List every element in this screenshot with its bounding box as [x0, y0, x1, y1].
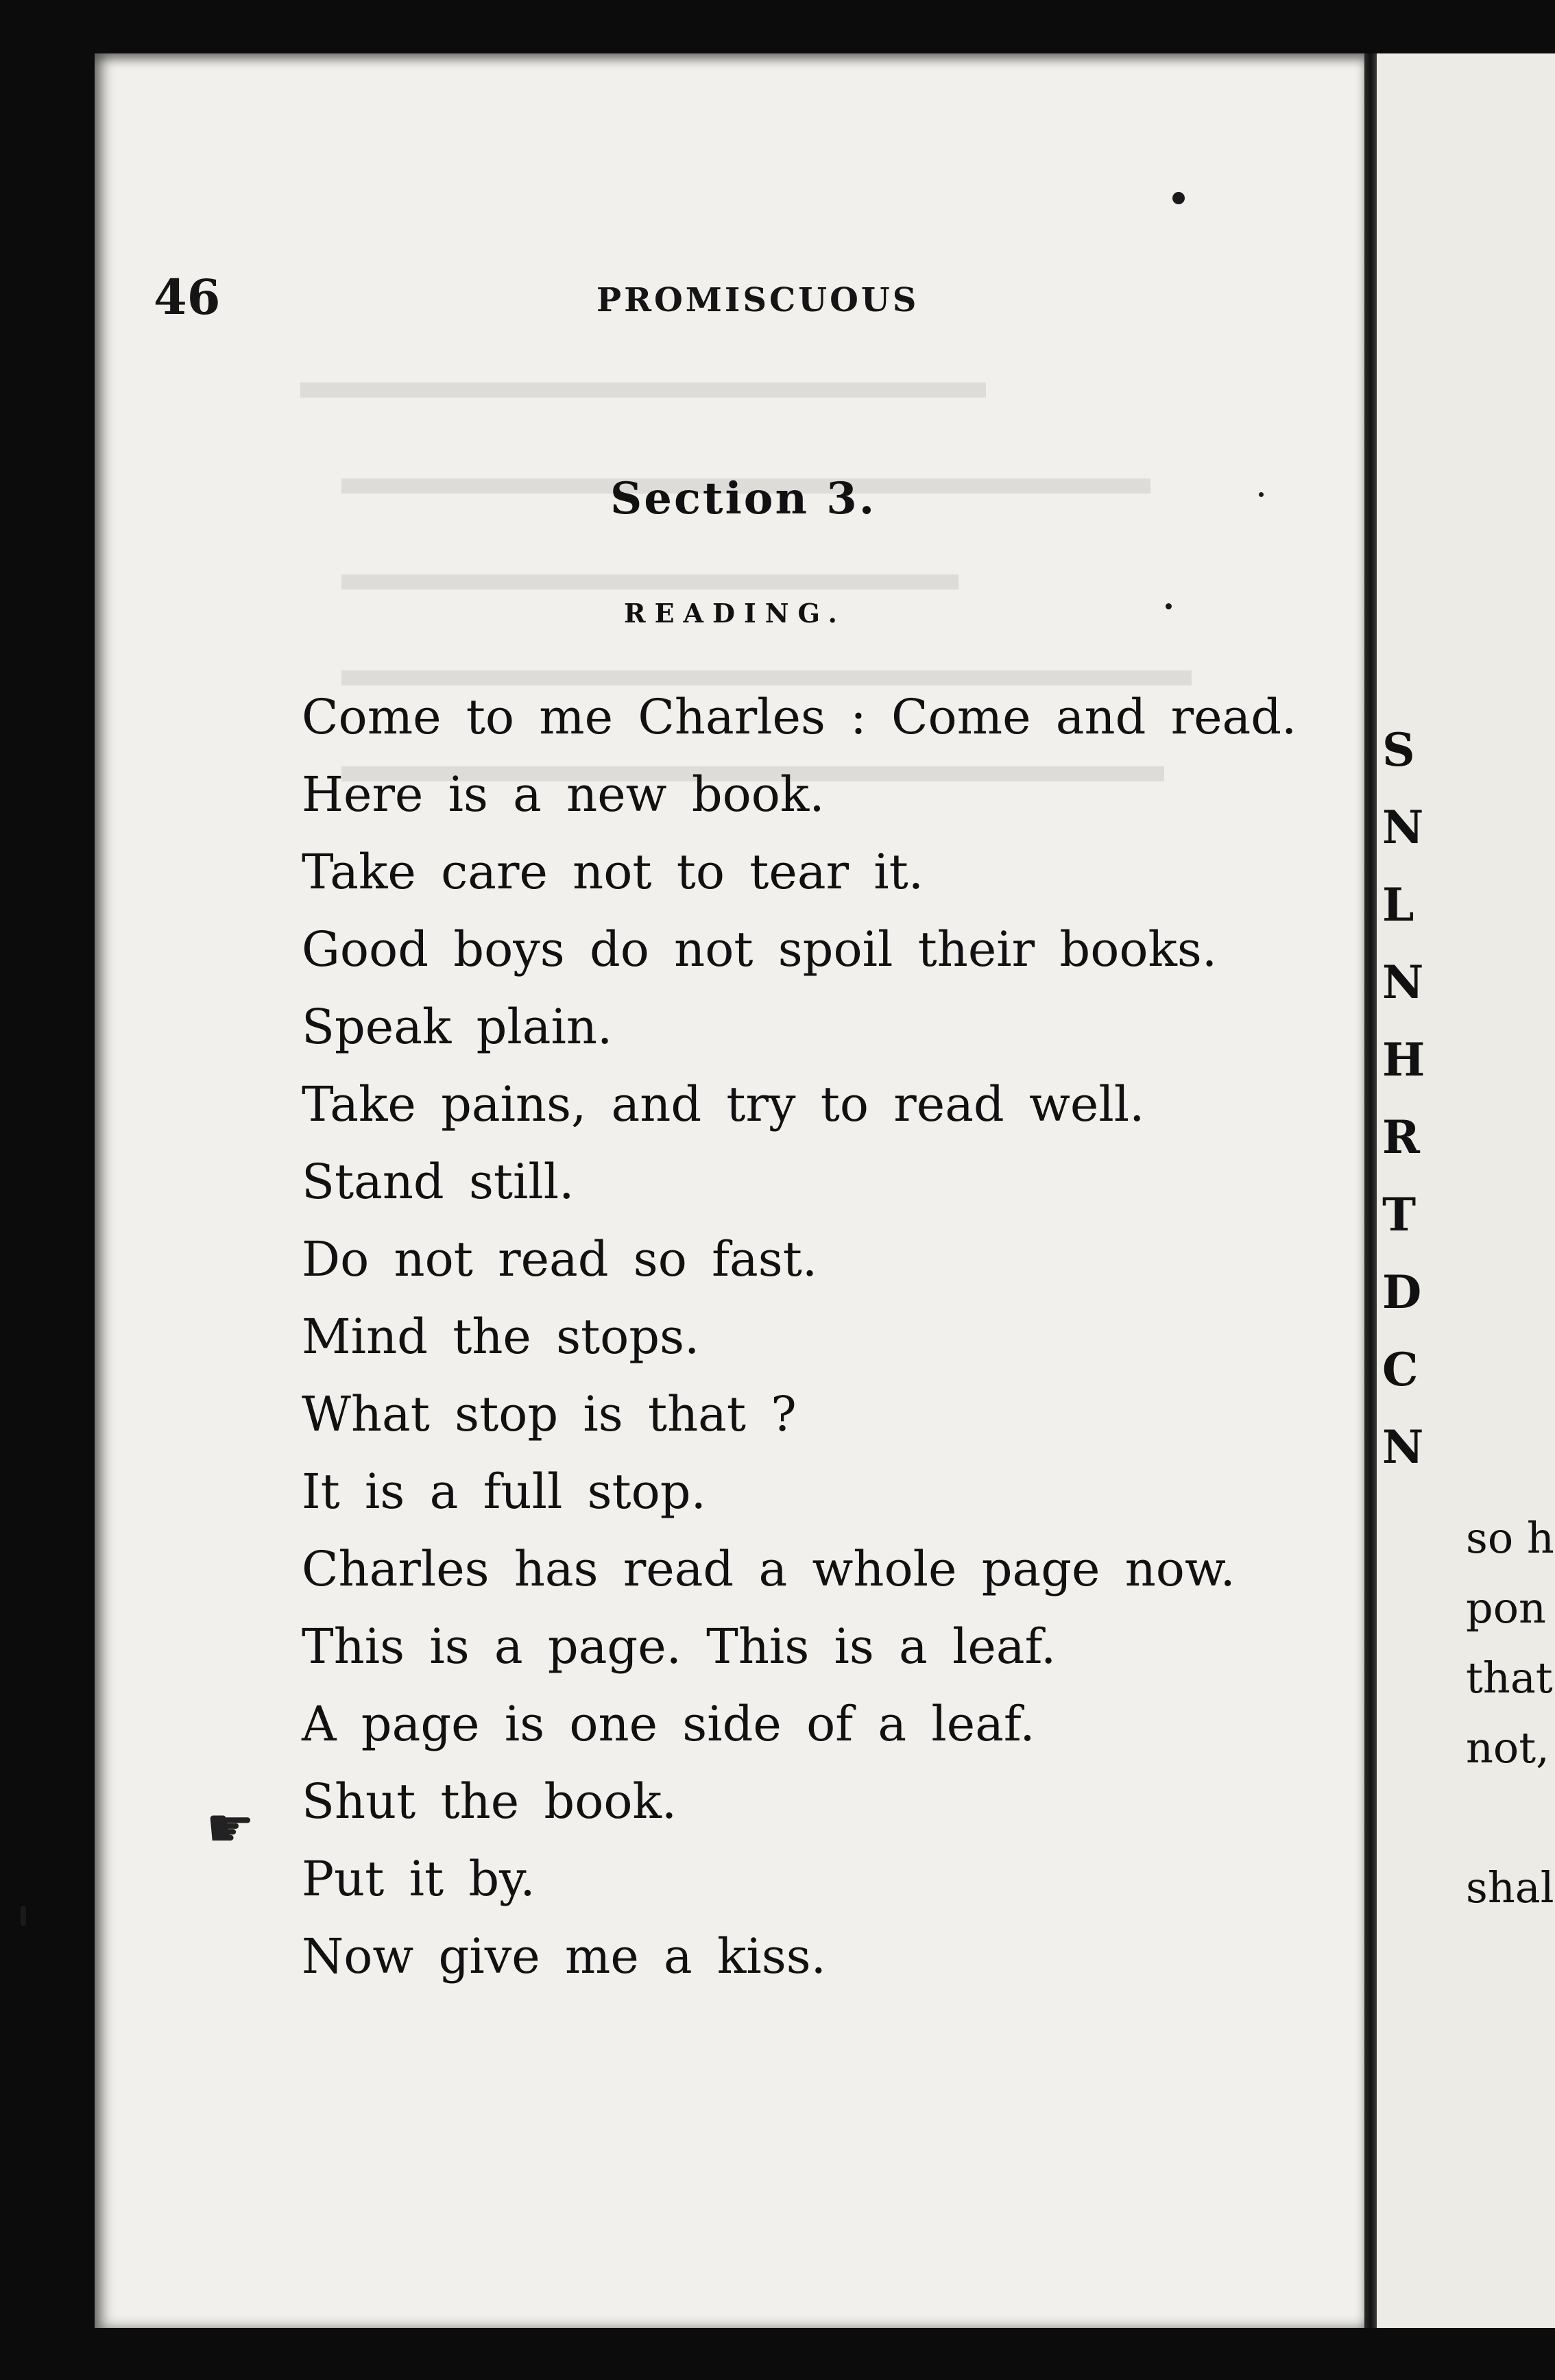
facing-word: not,: [1466, 1723, 1550, 1773]
facing-word: shal: [1466, 1862, 1554, 1912]
facing-letter: T: [1382, 1188, 1417, 1241]
text-line: Stand still.: [302, 1154, 575, 1210]
ink-speck: [1259, 492, 1264, 497]
facing-letter: D: [1382, 1265, 1422, 1319]
text-line: Mind the stops.: [302, 1309, 700, 1365]
text-line: Speak plain.: [302, 999, 613, 1055]
text-line: A page is one side of a leaf.: [302, 1696, 1035, 1752]
text-line: Take care not to tear it.: [302, 844, 924, 900]
ink-speck: [1172, 192, 1185, 204]
text-line: Come to me Charles : Come and read.: [302, 689, 1297, 745]
facing-letter: L: [1382, 878, 1414, 932]
text-line: Charles has read a whole page now.: [302, 1541, 1235, 1597]
text-line: Here is a new book.: [302, 766, 825, 823]
reading-lines: [302, 679, 1316, 1995]
text-line: This is a page. This is a leaf.: [302, 1618, 1057, 1675]
reading-subheading: READING.: [624, 598, 846, 629]
page-number: 46: [154, 269, 221, 326]
facing-word: pon: [1466, 1583, 1546, 1633]
text-line: Good boys do not spoil their books.: [302, 921, 1218, 977]
ink-speck: [21, 1906, 26, 1926]
text-line: It is a full stop.: [302, 1464, 706, 1520]
ink-speck: [1166, 603, 1172, 609]
facing-letter: N: [1382, 1420, 1424, 1474]
text-line: Do not read so fast.: [302, 1231, 818, 1287]
facing-page-letters: [1382, 712, 1425, 1486]
facing-letter: H: [1382, 1033, 1425, 1086]
facing-page-words: [1466, 1503, 1554, 1923]
facing-letter: N: [1382, 956, 1424, 1009]
facing-word: [1466, 1783, 1554, 1853]
text-line: Take pains, and try to read well.: [302, 1076, 1145, 1132]
text-line: Shut the book.: [302, 1773, 677, 1830]
facing-letter: C: [1382, 1343, 1419, 1396]
facing-page: [1377, 53, 1555, 2328]
book-gutter: [1364, 53, 1377, 2328]
facing-word: so h: [1466, 1513, 1554, 1563]
facing-letter: N: [1382, 801, 1424, 854]
running-title: PROMISCUOUS: [596, 281, 919, 319]
text-line: Now give me a kiss.: [302, 1928, 826, 1984]
facing-word: that: [1466, 1653, 1553, 1703]
text-line: Put it by.: [302, 1851, 535, 1907]
pointing-hand-icon: ☛: [206, 1796, 255, 1860]
facing-letter: R: [1382, 1110, 1420, 1164]
facing-letter: S: [1382, 723, 1415, 777]
section-heading: Section 3.: [610, 473, 877, 524]
text-line: What stop is that ?: [302, 1386, 797, 1442]
